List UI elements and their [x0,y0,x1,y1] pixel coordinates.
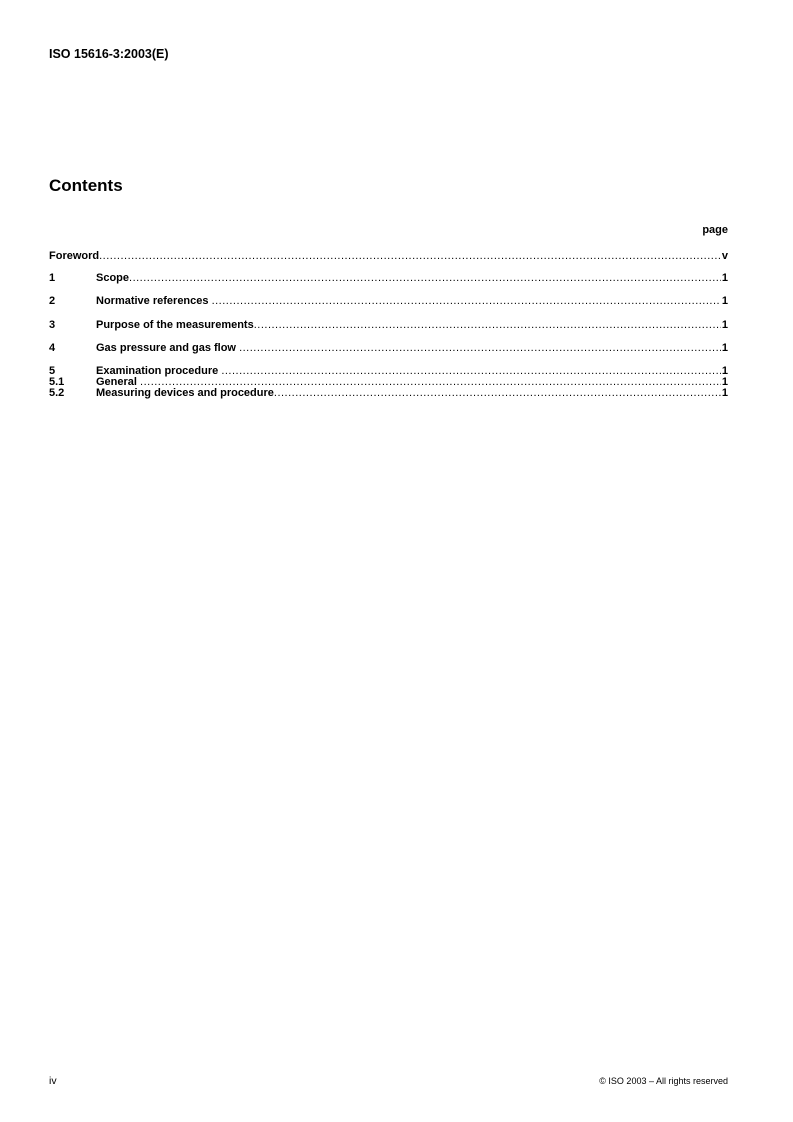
page-column-label: page [702,224,728,236]
toc-entry-page: 1 [721,342,728,354]
toc-entry-foreword[interactable] [49,250,728,263]
copyright-notice: © ISO 2003 – All rights reserved [599,1076,728,1086]
contents-heading: Contents [49,176,123,195]
toc-entry-scope[interactable] [49,272,728,285]
toc-entry-title: Examination procedure [96,365,222,377]
toc-entry-page: 1 [721,387,728,399]
toc-entry-page: 1 [721,365,728,377]
document-id: ISO 15616-3:2003(E) [49,47,169,61]
toc-entry-number: 5.1 [49,376,65,388]
toc-leader-dots [212,295,721,308]
toc-entry-title: Measuring devices and procedure [96,387,274,399]
toc-entry-gas-pressure[interactable] [49,342,728,355]
toc-entry-title: Foreword [49,250,100,262]
toc-entry-normative-references[interactable] [49,295,728,308]
toc-entry-title: Gas pressure and gas flow [96,342,240,354]
toc-entry-title: Purpose of the measurements [96,319,254,331]
toc-entry-page: 1 [721,319,728,331]
toc-leader-dots [129,272,721,285]
toc-entry-number: 2 [49,295,56,307]
toc-entry-number: 5 [49,365,56,377]
toc-entry-number: 3 [49,319,56,331]
toc-entry-title: General [96,376,141,388]
toc-entry-purpose[interactable] [49,319,728,332]
toc-entry-number: 5.2 [49,387,65,399]
toc-entry-page: 1 [721,272,728,284]
toc-entry-page: 1 [721,376,728,388]
toc-entry-page: v [721,250,728,262]
toc-leader-dots [99,250,721,263]
toc-entry-measuring-devices[interactable] [49,387,728,400]
page-number: iv [49,1075,57,1087]
toc-entry-page: 1 [721,295,728,307]
toc-entry-number: 4 [49,342,56,354]
toc-leader-dots [274,387,721,400]
toc-entry-number: 1 [49,272,56,284]
toc-leader-dots [239,342,721,355]
toc-entry-title: Normative references [96,295,212,307]
toc-entry-title: Scope [96,272,130,284]
toc-leader-dots [254,319,721,332]
